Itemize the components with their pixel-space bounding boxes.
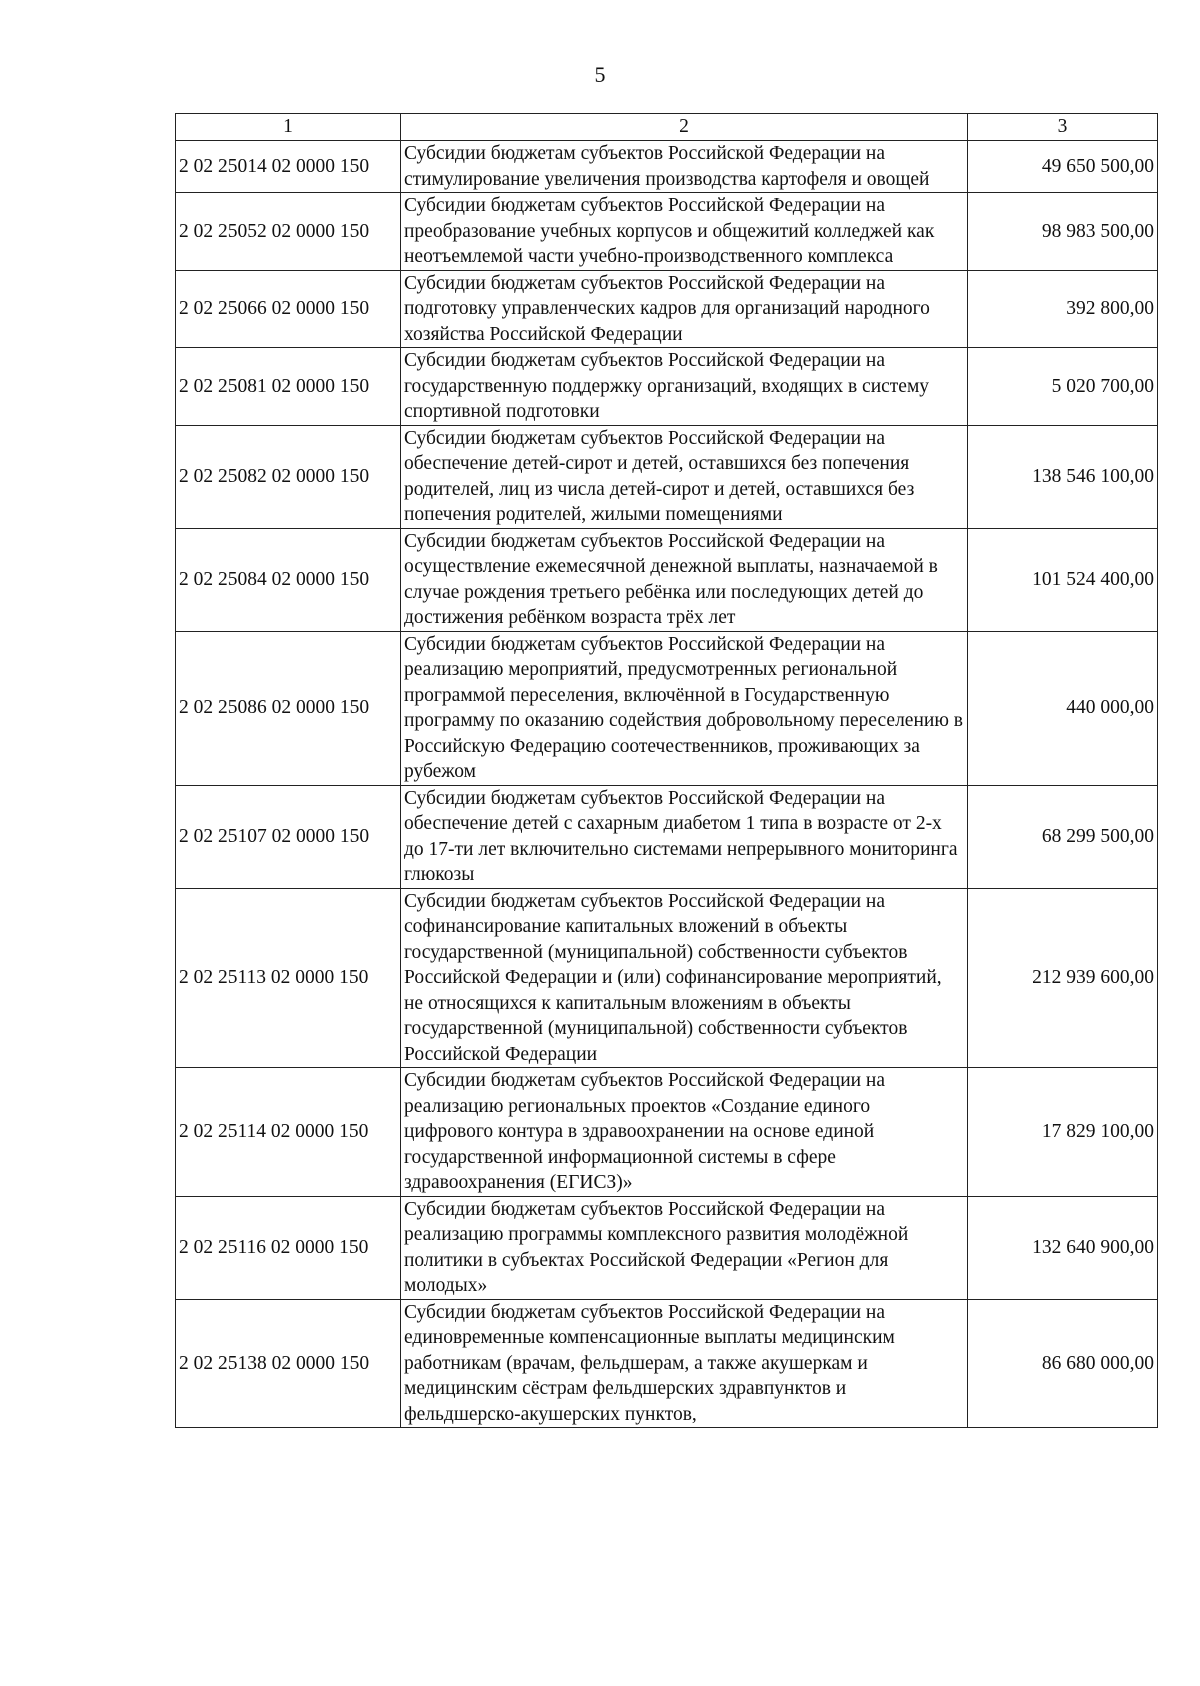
page-number: 5	[594, 62, 606, 87]
subsidy-description: Субсидии бюджетам субъектов Российской Федерации на реализацию мероприятий, предусмотренных региональной программой переселения, включённой в Государственную программу по оказанию содействия добровольному переселению в Российскую Федерацию соотечественников, проживающих за рубежом	[401, 631, 968, 785]
amount: 68 299 500,00	[968, 785, 1158, 888]
budget-code: 2 02 25113 02 0000 150	[176, 888, 401, 1068]
header-row	[176, 114, 1158, 141]
subsidy-description: Субсидии бюджетам субъектов Российской Федерации на обеспечение детей с сахарным диабетом 1 типа в возрасте от 2-х до 17-ти лет включительно системами непрерывного мониторинга глюкозы	[401, 785, 968, 888]
amount: 98 983 500,00	[968, 193, 1158, 271]
subsidy-description: Субсидии бюджетам субъектов Российской Федерации на реализацию региональных проектов «Создание единого цифрового контура в здравоохранении на основе единой государственной информационной системы в сфере здравоохранения (ЕГИСЗ)»	[401, 1068, 968, 1197]
budget-code: 2 02 25081 02 0000 150	[176, 348, 401, 426]
table-row	[176, 631, 1158, 785]
table-row	[176, 348, 1158, 426]
table-row	[176, 425, 1158, 528]
table-row	[176, 1196, 1158, 1299]
subsidy-description: Субсидии бюджетам субъектов Российской Федерации на реализацию программы комплексного развития молодёжной политики в субъектах Российской Федерации «Регион для молодых»	[401, 1196, 968, 1299]
subsidy-description: Субсидии бюджетам субъектов Российской Федерации на стимулирование увеличения производства картофеля и овощей	[401, 141, 968, 193]
budget-code: 2 02 25084 02 0000 150	[176, 528, 401, 631]
budget-code: 2 02 25116 02 0000 150	[176, 1196, 401, 1299]
table-row	[176, 785, 1158, 888]
subsidy-description: Субсидии бюджетам субъектов Российской Федерации на государственную поддержку организаций, входящих в систему спортивной подготовки	[401, 348, 968, 426]
table-row	[176, 888, 1158, 1068]
budget-table	[175, 113, 1158, 1428]
column-header-3: 3	[968, 114, 1158, 141]
table-row	[176, 270, 1158, 348]
budget-code: 2 02 25086 02 0000 150	[176, 631, 401, 785]
amount: 5 020 700,00	[968, 348, 1158, 426]
amount: 392 800,00	[968, 270, 1158, 348]
budget-code: 2 02 25052 02 0000 150	[176, 193, 401, 271]
subsidy-description: Субсидии бюджетам субъектов Российской Федерации на единовременные компенсационные выплаты медицинским работникам (врачам, фельдшерам, а также акушеркам и медицинским сёстрам фельдшерских здравпунктов и фельдшерско-акушерских пунктов,	[401, 1299, 968, 1428]
subsidy-description: Субсидии бюджетам субъектов Российской Федерации на осуществление ежемесячной денежной выплаты, назначаемой в случае рождения третьего ребёнка или последующих детей до достижения ребёнком возраста трёх лет	[401, 528, 968, 631]
amount: 49 650 500,00	[968, 141, 1158, 193]
subsidy-description: Субсидии бюджетам субъектов Российской Федерации на обеспечение детей-сирот и детей, оставшихся без попечения родителей, лиц из числа детей-сирот и детей, оставшихся без попечения родителей, жилыми помещениями	[401, 425, 968, 528]
subsidy-description: Субсидии бюджетам субъектов Российской Федерации на преобразование учебных корпусов и общежитий колледжей как неотъемлемой части учебно-производственного комплекса	[401, 193, 968, 271]
amount: 101 524 400,00	[968, 528, 1158, 631]
budget-code: 2 02 25138 02 0000 150	[176, 1299, 401, 1428]
table-row	[176, 1299, 1158, 1428]
table-row	[176, 528, 1158, 631]
amount: 138 546 100,00	[968, 425, 1158, 528]
column-header-1: 1	[176, 114, 401, 141]
budget-code: 2 02 25107 02 0000 150	[176, 785, 401, 888]
column-header-2: 2	[401, 114, 968, 141]
amount: 86 680 000,00	[968, 1299, 1158, 1428]
subsidy-description: Субсидии бюджетам субъектов Российской Федерации на подготовку управленческих кадров для организаций народного хозяйства Российской Федерации	[401, 270, 968, 348]
budget-code: 2 02 25114 02 0000 150	[176, 1068, 401, 1197]
amount: 132 640 900,00	[968, 1196, 1158, 1299]
table-row	[176, 1068, 1158, 1197]
table-row	[176, 141, 1158, 193]
budget-code: 2 02 25014 02 0000 150	[176, 141, 401, 193]
budget-code: 2 02 25066 02 0000 150	[176, 270, 401, 348]
amount: 440 000,00	[968, 631, 1158, 785]
budget-code: 2 02 25082 02 0000 150	[176, 425, 401, 528]
table-row	[176, 193, 1158, 271]
amount: 212 939 600,00	[968, 888, 1158, 1068]
subsidy-description: Субсидии бюджетам субъектов Российской Федерации на софинансирование капитальных вложений в объекты государственной (муниципальной) собственности субъектов Российской Федерации и (или) софинансирование мероприятий, не относящихся к капитальным вложениям в объекты государственной (муниципальной) собственности субъектов Российской Федерации	[401, 888, 968, 1068]
amount: 17 829 100,00	[968, 1068, 1158, 1197]
